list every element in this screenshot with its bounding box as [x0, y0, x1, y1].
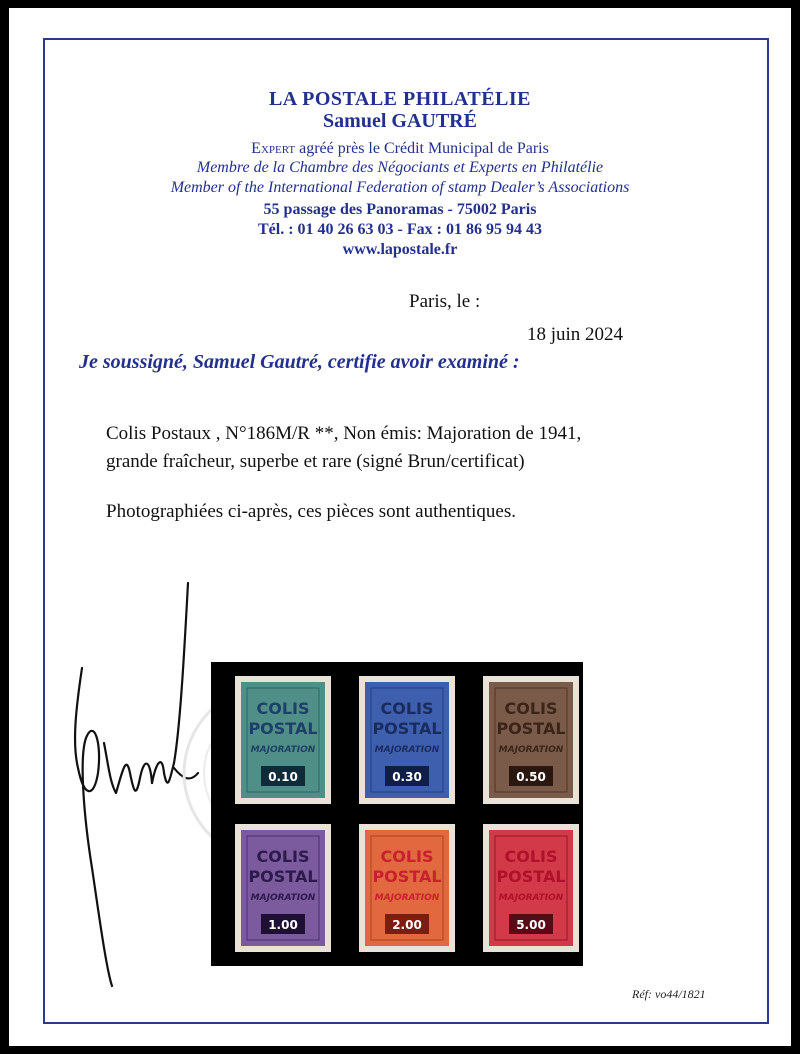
svg-text:MAJORATION: MAJORATION — [250, 745, 316, 755]
place-label: Paris, le : — [409, 291, 481, 312]
svg-text:2.00: 2.00 — [392, 918, 422, 932]
svg-text:POSTAL: POSTAL — [372, 719, 442, 738]
reference-number: Réf: vo44/1821 — [632, 987, 706, 1001]
stamp-5-00 — [481, 822, 581, 954]
svg-text:MAJORATION: MAJORATION — [374, 893, 440, 903]
svg-text:COLIS: COLIS — [380, 699, 434, 718]
description-line-2: grande fraîcheur, superbe et rare (signé Brun/certificat) — [106, 451, 525, 472]
phone-fax: Tél. : 01 40 26 63 03 - Fax : 01 86 95 94 43 — [258, 221, 542, 238]
svg-text:5.00: 5.00 — [516, 918, 546, 932]
svg-text:MAJORATION: MAJORATION — [498, 745, 564, 755]
expert-name: Samuel GAUTRÉ — [323, 110, 477, 132]
svg-text:COLIS: COLIS — [380, 847, 434, 866]
certify-statement: Je soussigné, Samuel Gautré, certifie avoir examiné : — [79, 351, 520, 373]
svg-text:MAJORATION: MAJORATION — [250, 893, 316, 903]
svg-text:0.50: 0.50 — [516, 770, 546, 784]
expert-word: Expert — [251, 140, 296, 157]
svg-text:MAJORATION: MAJORATION — [374, 745, 440, 755]
description-line-1: Colis Postaux , N°186M/R **, Non émis: Majoration de 1941, — [106, 423, 582, 444]
svg-text:COLIS: COLIS — [504, 699, 558, 718]
stamps-photo — [211, 662, 583, 966]
expert-accreditation — [9, 140, 791, 158]
stamp-1-00 — [233, 822, 333, 954]
membership-french: Membre de la Chambre des Négociants et Experts en Philatélie — [196, 159, 604, 176]
svg-text:COLIS: COLIS — [256, 847, 310, 866]
svg-text:MAJORATION: MAJORATION — [498, 893, 564, 903]
stamp-2-00 — [357, 822, 457, 954]
certificate-date: 18 juin 2024 — [527, 324, 624, 345]
svg-text:POSTAL: POSTAL — [248, 719, 318, 738]
svg-text:0.30: 0.30 — [392, 770, 422, 784]
svg-text:COLIS: COLIS — [504, 847, 558, 866]
certificate-page — [9, 8, 791, 1046]
svg-text:POSTAL: POSTAL — [248, 867, 318, 886]
membership-english: Member of the International Federation of stamp Dealer’s Associations — [170, 179, 630, 196]
stamp-0-10 — [233, 674, 333, 806]
stamp-0-30 — [357, 674, 457, 806]
stamp-0-50 — [481, 674, 581, 806]
website-link[interactable]: www.lapostale.fr — [342, 241, 458, 258]
company-name: LA POSTALE PHILATÉLIE — [268, 88, 532, 110]
authenticity-statement: Photographiées ci-après, ces pièces sont authentiques. — [106, 501, 516, 522]
svg-text:0.10: 0.10 — [268, 770, 298, 784]
accreditation-text: agréé près le Crédit Municipal de Paris — [295, 140, 549, 157]
svg-text:POSTAL: POSTAL — [496, 867, 566, 886]
svg-text:COLIS: COLIS — [256, 699, 310, 718]
svg-text:POSTAL: POSTAL — [496, 719, 566, 738]
svg-text:1.00: 1.00 — [268, 918, 298, 932]
address: 55 passage des Panoramas - 75002 Paris — [263, 201, 537, 218]
svg-text:POSTAL: POSTAL — [372, 867, 442, 886]
